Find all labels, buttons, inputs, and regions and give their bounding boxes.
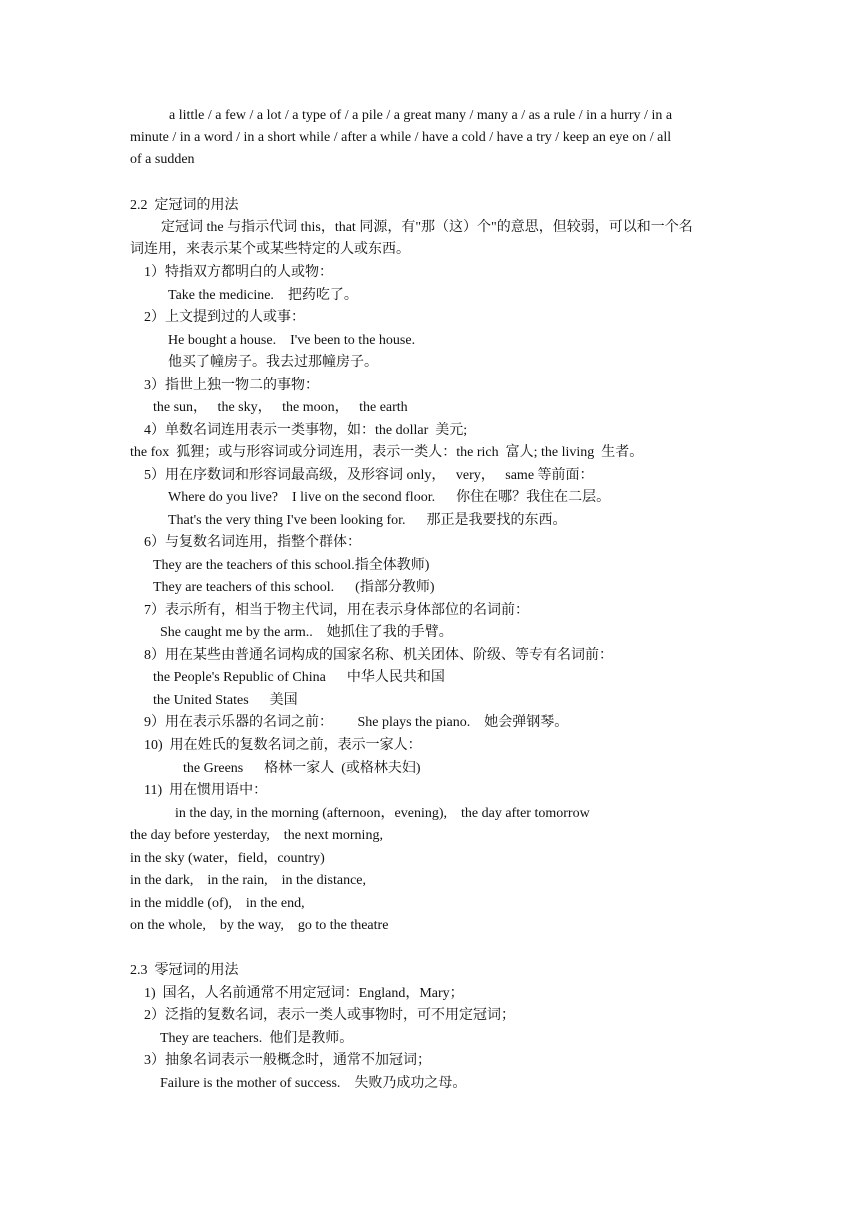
section-2-2-heading: 2.2 定冠词的用法 <box>130 198 239 213</box>
intro-line-2: minute / in a word / in a short while / after a while / have a cold / have a try / keep an eye on / all <box>130 130 672 145</box>
item-4-line-2: the fox 狐狸；或与形容词或分词连用，表示一类人：the rich 富人; the living 生者。 <box>130 445 644 460</box>
zero-item-3-example: Failure is the mother of success. 失败乃成功之母。 <box>160 1076 467 1091</box>
item-11: 11) 用在惯用语中： <box>144 783 268 798</box>
section-2-2-desc-1: 定冠词 the 与指示代词 this，that 同源，有"那（这）个"的意思，但较弱，可以和一个名 <box>161 220 693 235</box>
zero-item-2: 2）泛指的复数名词，表示一类人或事物时，可不用定冠词； <box>144 1008 515 1023</box>
item-2-example-1: He bought a house. I've been to the house. <box>168 333 416 348</box>
item-3: 3）指世上独一物二的事物： <box>144 378 319 393</box>
item-5-example-2: That's the very thing I've been looking for. 那正是我要找的东西。 <box>168 513 567 528</box>
item-10: 10) 用在姓氏的复数名词之前，表示一家人： <box>144 738 422 753</box>
item-2: 2）上文提到过的人或事： <box>144 310 305 325</box>
zero-item-2-example: They are teachers. 他们是教师。 <box>160 1031 354 1046</box>
item-3-example: the sun， the sky， the moon， the earth <box>153 400 408 415</box>
item-6-example-2: They are teachers of this school. (指部分教师) <box>153 580 435 595</box>
item-11-example-5: in the middle (of), in the end, <box>130 896 305 911</box>
intro-line-3: of a sudden <box>130 152 195 167</box>
item-6: 6）与复数名词连用，指整个群体： <box>144 535 361 550</box>
intro-line-1: a little / a few / a lot / a type of / a pile / a great many / many a / as a rule / in a hurry / in a <box>169 108 673 123</box>
zero-item-1: 1) 国名，人名前通常不用定冠词：England，Mary； <box>144 986 464 1001</box>
item-10-example: the Greens 格林一家人 (或格林夫妇) <box>183 761 421 776</box>
item-9: 9）用在表示乐器的名词之前： She plays the piano. 她会弹钢琴。 <box>144 715 569 730</box>
item-4-line-1: 4）单数名词连用表示一类事物，如：the dollar 美元; <box>144 423 468 438</box>
item-2-example-2: 他买了幢房子。我去过那幢房子。 <box>168 355 378 370</box>
zero-item-3: 3）抽象名词表示一般概念时，通常不加冠词； <box>144 1053 431 1068</box>
item-11-example-1: in the day, in the morning (afternoon，evening), the day after tomorrow <box>175 806 590 821</box>
item-11-example-6: on the whole, by the way, go to the theatre <box>130 918 389 933</box>
item-8-example-2: the United States 美国 <box>153 693 298 708</box>
item-8: 8）用在某些由普通名词构成的国家名称、机关团体、阶级、等专有名词前： <box>144 648 613 663</box>
item-5-example-1: Where do you live? I live on the second floor. 你住在哪？我住在二层。 <box>168 490 611 505</box>
item-1: 1）特指双方都明白的人或物： <box>144 265 333 280</box>
item-1-example: Take the medicine. 把药吃了。 <box>168 288 358 303</box>
section-2-3-heading: 2.3 零冠词的用法 <box>130 963 239 978</box>
item-6-example-1: They are the teachers of this school.指全体教师) <box>153 558 430 573</box>
item-7-example: She caught me by the arm.. 她抓住了我的手臂。 <box>160 625 453 640</box>
item-11-example-4: in the dark, in the rain, in the distance, <box>130 873 366 888</box>
section-2-2-desc-2: 词连用，来表示某个或某些特定的人或东西。 <box>130 242 410 257</box>
item-11-example-3: in the sky (water，field，country) <box>130 851 325 866</box>
item-8-example-1: the People's Republic of China 中华人民共和国 <box>153 670 445 685</box>
item-5: 5）用在序数词和形容词最高级，及形容词 only， very， same 等前面： <box>144 468 594 483</box>
item-11-example-2: the day before yesterday, the next morning, <box>130 828 383 843</box>
item-7: 7）表示所有，相当于物主代词，用在表示身体部位的名词前： <box>144 603 529 618</box>
